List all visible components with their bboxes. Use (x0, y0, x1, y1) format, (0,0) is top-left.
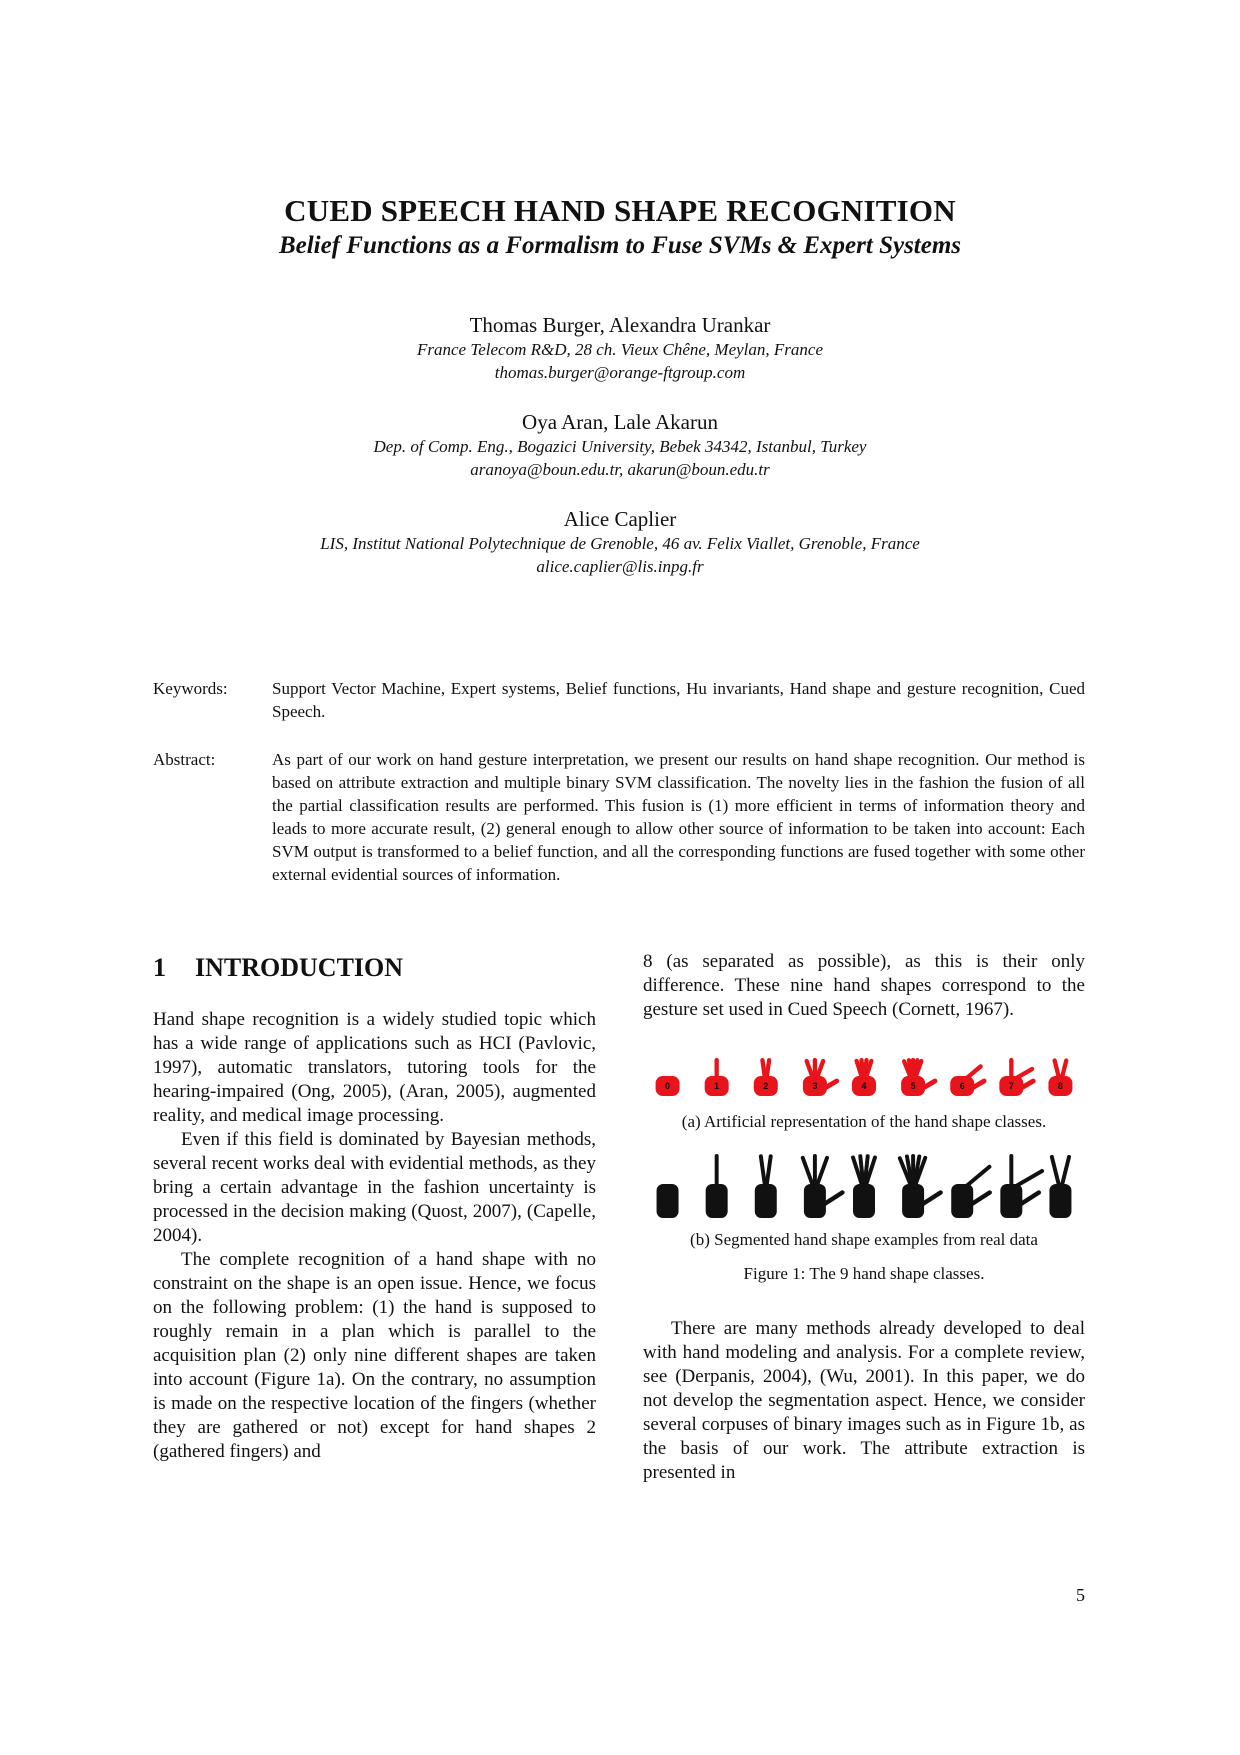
left-column (153, 1008, 596, 1464)
author-affiliation: LIS, Institut National Polytechnique de Grenoble, 46 av. Felix Viallet, Grenoble, France (320, 534, 920, 553)
figure-1b-caption: (b) Segmented hand shape examples from real data (690, 1230, 1038, 1249)
hand-class-label: 8 (1057, 1081, 1063, 1091)
author-email: thomas.burger@orange-ftgroup.com (494, 363, 746, 382)
hand-class-label: 7 (1008, 1081, 1014, 1091)
figure-1a-caption: (a) Artificial representation of the hand shape classes. (681, 1112, 1047, 1131)
hand-shape-1 (706, 1156, 728, 1218)
paper-title: CUED SPEECH HAND SHAPE RECOGNITION (284, 193, 956, 228)
keywords-text: Support Vector Machine, Expert systems, Belief functions, Hu invariants, Hand shape and gesture recognition, Cued Speech. (272, 679, 1085, 721)
hand-shape-7 (1000, 1156, 1042, 1218)
paragraph: There are many methods already developed to deal with hand modeling and analysis. For a complete review, see (Derpanis, 2004), (Wu, 2001). In this paper, we do not develop the segmentation aspect. Hence, we consider several corpuses of binary images such as in Figure 1b, as the basis of our work. The attribute extraction is presented in (643, 1318, 1085, 1483)
author-email: aranoya@boun.edu.tr, akarun@boun.edu.tr (470, 460, 770, 479)
hand-shape-8 (1048, 1061, 1072, 1096)
hand-shape-3 (803, 1156, 843, 1218)
hand-class-label: 1 (714, 1081, 720, 1091)
author-names: Alice Caplier (563, 507, 677, 531)
figure-1-caption: Figure 1: The 9 hand shape classes. (743, 1264, 985, 1283)
hand-class-label: 3 (812, 1081, 818, 1091)
paragraph: 8 (as separated as possible), as this is their only difference. These nine hand shapes correspond to the gesture set used in Cued Speech (Cornett, 1967). (643, 951, 1085, 1020)
abstract-label: Abstract: (153, 750, 216, 769)
author-affiliation: Dep. of Comp. Eng., Bogazici University, Bebek 34342, Istanbul, Turkey (373, 437, 867, 456)
author-group-3 (0, 506, 1240, 578)
figure-1a-svg (643, 1052, 1085, 1102)
abstract-text: As part of our work on hand gesture interpretation, we present our results on hand shape recognition. Our method is based on attribute extraction and multiple binary SVM classification. The novelty lies in the fashion the fusion of all the partial classification results are performed. This fusion is (1) more efficient in terms of information theory and leads to more accurate result, (2) general enough to allow other source of information to be taken into account: Each SVM output is transformed to a belief function, and all the corresponding functions are fused together with some other external evidential sources of information. (272, 750, 1085, 884)
hand-shape-7 (999, 1060, 1033, 1096)
paragraph: Hand shape recognition is a widely studied topic which has a wide range of applications such as HCI (Pavlovic, 1997), automatic translators, tutoring tools for the hearing-impaired (Ong, 2005), (Aran, 2005), augmented reality, and medical image processing. (153, 1009, 596, 1126)
figure-1a (643, 1052, 1085, 1102)
paper-subtitle: Belief Functions as a Formalism to Fuse SVMs & Expert Systems (278, 232, 962, 259)
hand-class-label: 4 (861, 1081, 867, 1091)
hand-shape-6 (951, 1167, 990, 1218)
figure-1b-svg (643, 1146, 1085, 1222)
hand-class-label: 2 (763, 1081, 769, 1091)
hand-shape-2 (754, 1060, 778, 1096)
author-group-2 (0, 409, 1240, 481)
author-group-1 (0, 312, 1240, 384)
hand-shape-8 (1049, 1157, 1071, 1218)
hand-shape-5 (900, 1156, 941, 1218)
hand-shape-2 (755, 1156, 777, 1218)
hand-shape-6 (950, 1066, 984, 1096)
hand-shape-3 (803, 1060, 837, 1096)
author-names: Oya Aran, Lale Akarun (522, 410, 718, 434)
figure-1b (643, 1146, 1085, 1222)
hand-class-label: 6 (959, 1081, 965, 1091)
page-number: 5 (1076, 1585, 1085, 1605)
keywords-label: Keywords: (153, 679, 228, 698)
section-title: INTRODUCTION (195, 953, 404, 982)
hand-class-label: 0 (665, 1081, 671, 1091)
hand-shape-0 (656, 1076, 680, 1096)
paragraph: Even if this field is dominated by Bayesian methods, several recent works deal with evidential methods, as they bring a certain advantage in the fashion uncertainty is processed in the decision making (Quost, 2007), (Capelle, 2004). (153, 1129, 596, 1246)
paragraph: The complete recognition of a hand shape with no constraint on the shape is an open issue. Hence, we focus on the following problem: (1) the hand is supposed to roughly remain in a plan which is parallel to the acquisition plan (2) only nine different shapes are taken into account (Figure 1a). On the contrary, no assumption is made on the respective location of the fingers (whether they are gathered or not) except for hand shapes 2 (gathered fingers) and (153, 1249, 596, 1462)
author-affiliation: France Telecom R&D, 28 ch. Vieux Chêne, Meylan, France (417, 340, 823, 359)
right-column-bottom (643, 1317, 1085, 1485)
hand-class-label: 5 (910, 1081, 916, 1091)
hand-shape-4 (853, 1156, 875, 1218)
author-names: Thomas Burger, Alexandra Urankar (469, 313, 771, 337)
author-email: alice.caplier@lis.inpg.fr (536, 557, 704, 576)
hand-shape-1 (705, 1060, 729, 1096)
section-number: 1 (153, 953, 166, 982)
section-heading (153, 953, 403, 983)
hand-shape-4 (852, 1060, 876, 1096)
right-column-top (643, 950, 1085, 1022)
hand-shape-5 (901, 1060, 935, 1096)
hand-shape-0 (657, 1184, 679, 1218)
